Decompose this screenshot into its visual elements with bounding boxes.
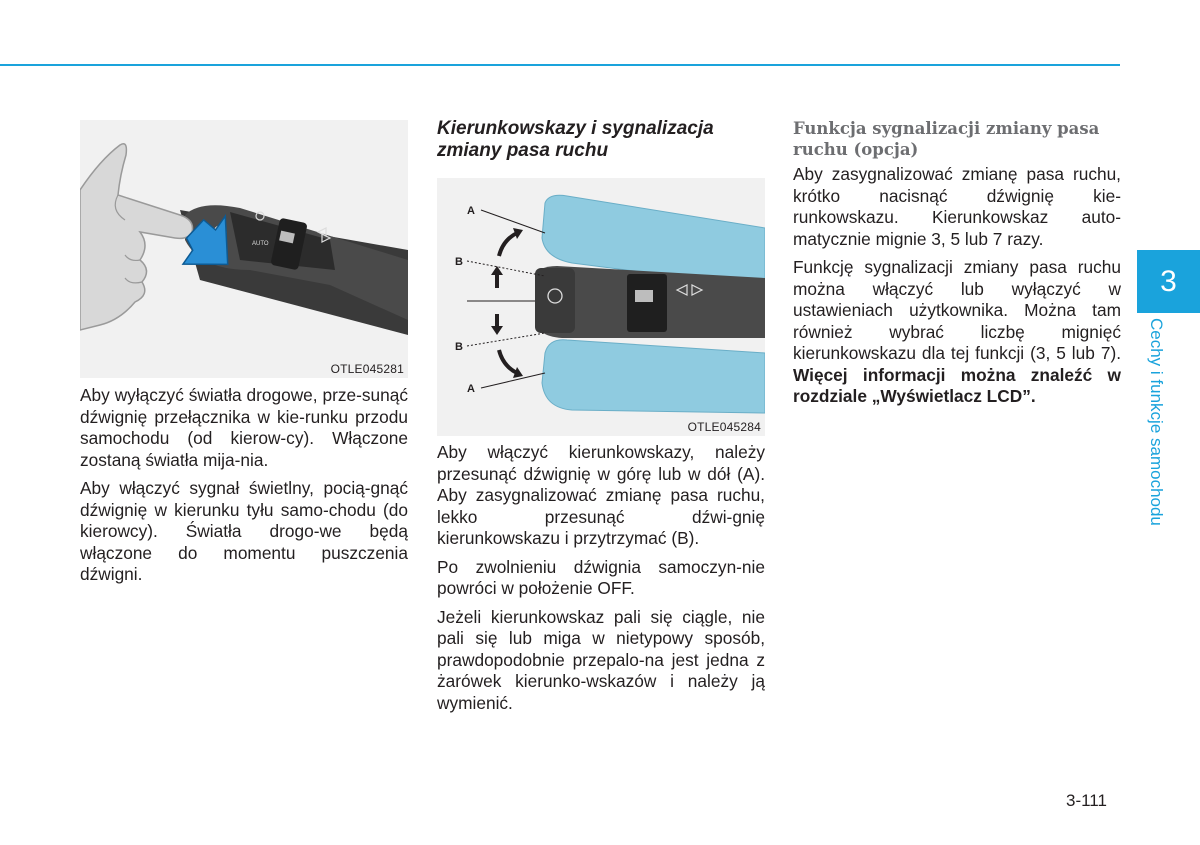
label-a-bottom: A — [467, 383, 475, 395]
lever-hand-illustration — [80, 120, 408, 378]
figure-code: OTLE045284 — [687, 420, 761, 434]
paragraph — [793, 257, 1121, 408]
section-heading-turn-signals: Kierunkowskazy i sygnalizacja zmiany pasa ruchu — [437, 118, 714, 161]
turn-signal-illustration — [437, 178, 765, 436]
paragraph: Po zwolnieniu dźwignia samoczyn-nie powróci w położenie OFF. — [437, 556, 765, 598]
section-heading-lane-change: Funkcja sygnalizacji zmiany pasa ruchu (opcja) — [793, 119, 1100, 159]
paragraph: Jeżeli kierunkowskaz pali się ciągle, nie pali się lub miga w nietypowy sposób, prawdopodobnie przepalo-na jest jedna z żarówek kierunko-wskazów i należy ją wymienić. — [437, 606, 765, 713]
page-number: 3-111 — [1066, 791, 1107, 810]
paragraph-text: Funkcję sygnalizacji zmiany pasa ruchu można włączyć lub wyłączyć w ustawieniach użytkownika. Można tam również wybrać liczbę mignięć kierunkowskazu dla tej funkcji (3, 5 lub 7). — [793, 257, 1121, 363]
col3-text — [793, 164, 1121, 415]
paragraph: Aby włączyć kierunkowskazy, należy przesunąć dźwignię w górę lub w dół (A). Aby zasygnalizować zmianę pasa ruchu, lekko przesunąć dźwi-gnię kierunkowskazu i przytrzymać (B). — [437, 442, 765, 548]
label-a-top: A — [467, 205, 475, 217]
svg-text:AUTO: AUTO — [252, 241, 269, 247]
chapter-title: Cechy i funkcje samochodu — [1147, 318, 1166, 526]
col2-text — [437, 442, 765, 721]
figure-turn-signal-lever — [437, 178, 765, 436]
figure-code: OTLE045281 — [330, 362, 404, 376]
paragraph: Aby wyłączyć światła drogowe, prze-sunąć dźwignię przełącznika w kie-runku przodu samochodu (od kierow-cy). Włączone zostaną światła mija-nia. — [80, 385, 408, 470]
paragraph: Aby włączyć sygnał świetlny, pocią-gnąć dźwignię w kierunku tyłu samo-chodu (do kierowcy). Światła drogo-we będą włączone do momentu puszczenia dźwigni. — [80, 478, 408, 584]
col1-text — [80, 385, 408, 593]
chapter-number-tab: 3 — [1137, 250, 1200, 313]
paragraph: Aby zasygnalizować zmianę pasa ruchu, krótko nacisnąć dźwignię kie-runkowskazu. Kierunkowskaz auto-matycznie mignie 3, 5 lub 7 razy. — [793, 164, 1121, 249]
label-b-top: B — [455, 256, 463, 268]
paragraph-bold-reference: Więcej informacji można znaleźć w rozdziale „Wyświetlacz LCD”. — [793, 364, 1121, 406]
header-rule — [0, 64, 1120, 66]
label-b-bottom: B — [455, 341, 463, 353]
figure-headlight-lever — [80, 120, 408, 378]
